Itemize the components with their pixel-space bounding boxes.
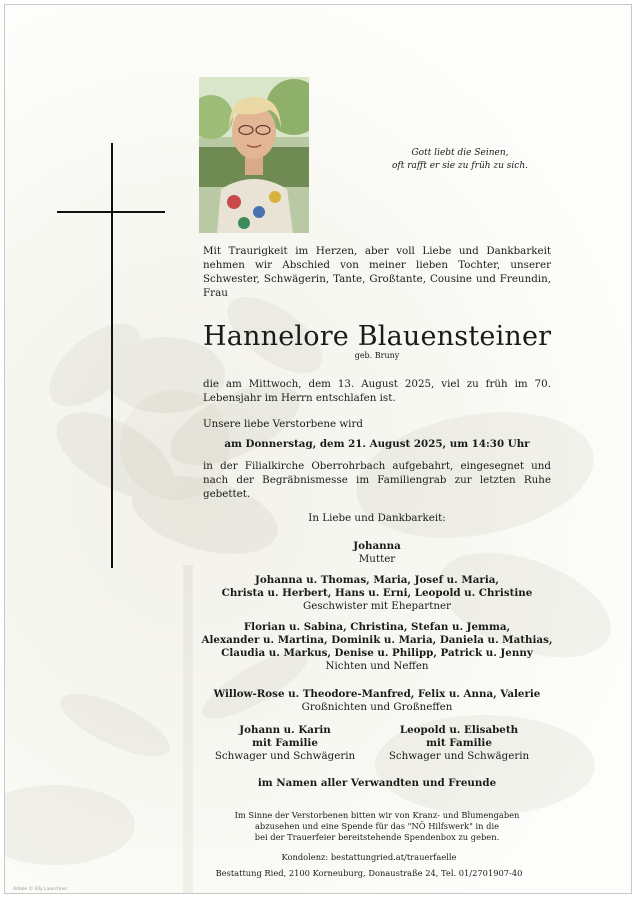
grand-line: Willow-Rose u. Theodore-Manfred, Felix u. Anna, Valerie (213, 688, 541, 700)
cross-vertical-bar (111, 143, 113, 568)
all-relatives-line: im Namen aller Verwandten und Freunde (257, 777, 497, 789)
quote-line-1: Gott liebt die Seinen, (411, 148, 509, 158)
mourners-inlaws-right (377, 724, 541, 763)
cross-horizontal-bar (57, 211, 165, 213)
service-intro: Unsere liebe Verstorbene wird (203, 418, 363, 430)
deceased-name: Hannelore Blauensteiner (203, 321, 552, 352)
mourners-all (203, 777, 551, 790)
mourners-inlaws-left (203, 724, 367, 763)
donation-line-2: abzusehen und eine Spende für das "NÖ Hilfswerk" in die (254, 821, 500, 831)
bible-quote (365, 147, 555, 173)
inlaw2-family: mit Familie (426, 737, 492, 749)
inlaw1-family: mit Familie (252, 737, 318, 749)
mourners-nieces-nephews (177, 621, 577, 673)
mother-role: Mutter (358, 553, 396, 565)
donation-note (203, 810, 551, 843)
condolence-link[interactable]: Kondolenz: bestattungried.at/trauerfaelle (281, 852, 457, 862)
nieces-line-1: Florian u. Sabina, Christina, Stefan u. Jemma, (243, 621, 511, 633)
death-notice-text: die am Mittwoch, dem 13. August 2025, viel zu früh im 70. Lebensjahr im Herrn entschlafen ist. (203, 378, 551, 404)
donation-line-1: Im Sinne der Verstorbenen bitten wir von Kranz- und Blumengaben (234, 810, 520, 820)
nieces-role: Nichten und Neffen (325, 660, 429, 672)
service-date-text: am Donnerstag, dem 21. August 2025, um 14:30 Uhr (224, 438, 530, 450)
siblings-line-1: Johanna u. Thomas, Maria, Josef u. Maria, (254, 574, 499, 586)
inlaw1-names: Johann u. Karin (239, 724, 331, 736)
mourners-mother (203, 540, 551, 566)
grand-role: Großnichten und Großneffen (301, 701, 453, 713)
service-date (203, 438, 551, 451)
intro-text: Mit Traurigkeit im Herzen, aber voll Liebe und Dankbarkeit nehmen wir Abschied von meiner lieben Tochter, unserer Schwester, Schwägerin, Tante, Großtante, Cousine und Freundin, Frau (203, 245, 551, 299)
mother-name: Johanna (353, 540, 401, 552)
portrait-photo (199, 77, 309, 233)
mourners-grand-nieces (185, 688, 569, 714)
closing-line (203, 512, 551, 525)
siblings-line-2: Christa u. Herbert, Hans u. Erni, Leopold u. Christine (221, 587, 533, 599)
closing-text: In Liebe und Dankbarkeit: (308, 512, 446, 524)
donation-line-3: bei der Trauerfeier bereitstehende Spendenbox zu geben. (254, 832, 500, 842)
obituary-card (4, 4, 632, 894)
nieces-line-2: Alexander u. Martina, Dominik u. Maria, Daniela u. Mathias, (201, 634, 553, 646)
birth-name: geb. Bruny (354, 351, 400, 360)
inlaw2-role: Schwager und Schwägerin (388, 750, 530, 762)
inlaw2-names: Leopold u. Elisabeth (399, 724, 519, 736)
service-details: in der Filialkirche Oberrohrbach aufgebahrt, eingesegnet und nach der Begräbnismesse im Familiengrab zur letzten Ruhe gebettet. (203, 460, 551, 500)
nieces-line-3: Claudia u. Markus, Denise u. Philipp, Patrick u. Jenny (221, 647, 533, 659)
siblings-role: Geschwister mit Ehepartner (303, 600, 451, 612)
quote-line-2: oft rafft er sie zu früh zu sich. (391, 161, 528, 171)
funeral-home-info: Bestattung Ried, 2100 Korneuburg, Donaustraße 24, Tel. 01/2701907-40 (215, 868, 523, 878)
mourners-siblings (185, 574, 569, 613)
inlaw1-role: Schwager und Schwägerin (214, 750, 356, 762)
image-credit: Adobe © Elly Lauschner (13, 887, 68, 892)
